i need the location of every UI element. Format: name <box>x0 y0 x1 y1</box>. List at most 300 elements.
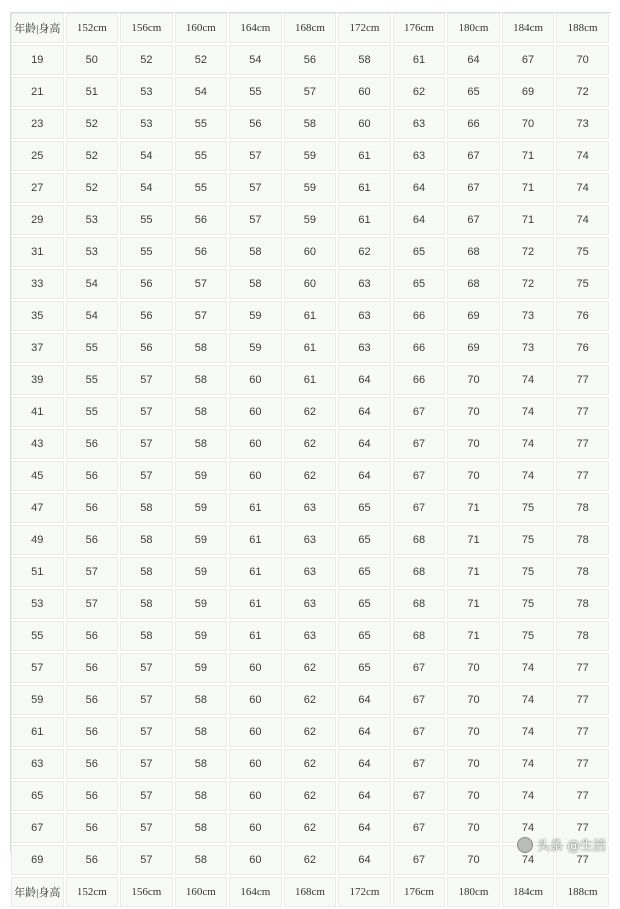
weight-cell: 59 <box>175 589 230 621</box>
age-cell: 41 <box>11 397 66 429</box>
weight-cell: 64 <box>338 781 393 813</box>
weight-cell: 57 <box>120 813 175 845</box>
weight-cell: 57 <box>66 557 121 589</box>
weight-cell: 55 <box>66 333 121 365</box>
table-row <box>11 429 611 461</box>
weight-cell: 59 <box>175 493 230 525</box>
weight-cell: 60 <box>338 109 393 141</box>
weight-cell: 74 <box>556 141 611 173</box>
height-header-cell: 168cm <box>284 877 339 909</box>
age-cell: 19 <box>11 45 66 77</box>
weight-cell: 55 <box>120 205 175 237</box>
table-row <box>11 397 611 429</box>
weight-table-container <box>10 12 611 899</box>
weight-cell: 57 <box>66 589 121 621</box>
height-header-cell: 168cm <box>284 13 339 45</box>
weight-cell: 58 <box>175 397 230 429</box>
weight-cell: 75 <box>502 621 557 653</box>
weight-cell: 62 <box>284 813 339 845</box>
weight-cell: 54 <box>66 269 121 301</box>
weight-cell: 72 <box>502 269 557 301</box>
table-row <box>11 557 611 589</box>
weight-cell: 77 <box>556 749 611 781</box>
height-header-cell: 172cm <box>338 877 393 909</box>
weight-cell: 68 <box>393 525 448 557</box>
weight-cell: 59 <box>229 301 284 333</box>
weight-cell: 74 <box>502 845 557 877</box>
weight-cell: 70 <box>447 397 502 429</box>
weight-cell: 64 <box>338 397 393 429</box>
weight-cell: 57 <box>120 429 175 461</box>
weight-cell: 63 <box>284 525 339 557</box>
weight-cell: 58 <box>175 333 230 365</box>
table-row <box>11 749 611 781</box>
height-header-cell: 180cm <box>447 877 502 909</box>
weight-cell: 54 <box>120 141 175 173</box>
weight-cell: 77 <box>556 685 611 717</box>
table-footer-row <box>11 877 611 909</box>
weight-cell: 58 <box>120 493 175 525</box>
weight-cell: 74 <box>556 173 611 205</box>
weight-cell: 60 <box>229 365 284 397</box>
weight-cell: 72 <box>502 237 557 269</box>
age-cell: 57 <box>11 653 66 685</box>
weight-cell: 68 <box>393 621 448 653</box>
weight-cell: 59 <box>175 525 230 557</box>
weight-cell: 71 <box>502 141 557 173</box>
weight-cell: 67 <box>393 813 448 845</box>
weight-cell: 65 <box>393 237 448 269</box>
weight-cell: 56 <box>66 685 121 717</box>
weight-cell: 62 <box>284 653 339 685</box>
weight-cell: 59 <box>175 461 230 493</box>
weight-cell: 70 <box>447 749 502 781</box>
weight-cell: 71 <box>447 493 502 525</box>
weight-cell: 53 <box>66 205 121 237</box>
weight-cell: 58 <box>229 237 284 269</box>
weight-cell: 60 <box>284 269 339 301</box>
table-row <box>11 333 611 365</box>
weight-cell: 54 <box>66 301 121 333</box>
age-cell: 39 <box>11 365 66 397</box>
weight-cell: 71 <box>447 525 502 557</box>
weight-cell: 78 <box>556 525 611 557</box>
weight-cell: 56 <box>120 333 175 365</box>
weight-cell: 65 <box>338 621 393 653</box>
age-height-header-cell: 年龄|身高 <box>11 877 66 909</box>
weight-cell: 57 <box>175 301 230 333</box>
weight-cell: 56 <box>175 205 230 237</box>
weight-cell: 56 <box>66 525 121 557</box>
weight-cell: 65 <box>338 589 393 621</box>
weight-cell: 55 <box>175 141 230 173</box>
age-cell: 31 <box>11 237 66 269</box>
weight-cell: 78 <box>556 589 611 621</box>
height-header-cell: 176cm <box>393 877 448 909</box>
weight-cell: 62 <box>284 749 339 781</box>
age-cell: 47 <box>11 493 66 525</box>
weight-cell: 70 <box>447 781 502 813</box>
weight-cell: 58 <box>284 109 339 141</box>
weight-cell: 61 <box>284 333 339 365</box>
weight-cell: 67 <box>393 653 448 685</box>
weight-cell: 52 <box>66 109 121 141</box>
age-cell: 25 <box>11 141 66 173</box>
weight-cell: 61 <box>229 621 284 653</box>
weight-cell: 77 <box>556 717 611 749</box>
weight-cell: 64 <box>393 205 448 237</box>
weight-cell: 52 <box>175 45 230 77</box>
weight-cell: 77 <box>556 813 611 845</box>
weight-cell: 55 <box>229 77 284 109</box>
weight-cell: 75 <box>502 557 557 589</box>
weight-cell: 57 <box>120 749 175 781</box>
weight-cell: 62 <box>284 461 339 493</box>
weight-cell: 54 <box>229 45 284 77</box>
weight-cell: 62 <box>284 781 339 813</box>
weight-cell: 67 <box>393 685 448 717</box>
height-header-cell: 188cm <box>556 13 611 45</box>
weight-cell: 55 <box>175 109 230 141</box>
weight-cell: 56 <box>284 45 339 77</box>
weight-cell: 78 <box>556 557 611 589</box>
age-cell: 23 <box>11 109 66 141</box>
weight-cell: 77 <box>556 653 611 685</box>
weight-cell: 67 <box>393 397 448 429</box>
weight-cell: 64 <box>338 365 393 397</box>
weight-cell: 70 <box>447 717 502 749</box>
weight-cell: 67 <box>502 45 557 77</box>
weight-cell: 70 <box>447 845 502 877</box>
weight-cell: 57 <box>120 365 175 397</box>
weight-cell: 67 <box>393 781 448 813</box>
table-row <box>11 589 611 621</box>
table-row <box>11 205 611 237</box>
age-cell: 65 <box>11 781 66 813</box>
weight-cell: 61 <box>338 141 393 173</box>
height-header-cell: 180cm <box>447 13 502 45</box>
table-row <box>11 301 611 333</box>
weight-cell: 56 <box>66 461 121 493</box>
weight-cell: 58 <box>120 525 175 557</box>
weight-cell: 59 <box>175 621 230 653</box>
weight-cell: 60 <box>229 685 284 717</box>
weight-cell: 52 <box>66 173 121 205</box>
age-cell: 69 <box>11 845 66 877</box>
weight-cell: 58 <box>175 845 230 877</box>
weight-cell: 58 <box>175 429 230 461</box>
watermark-text: 头条 @生活 <box>536 839 606 854</box>
weight-cell: 67 <box>393 749 448 781</box>
weight-cell: 58 <box>120 621 175 653</box>
weight-cell: 74 <box>502 717 557 749</box>
weight-cell: 77 <box>556 429 611 461</box>
weight-cell: 66 <box>447 109 502 141</box>
weight-cell: 74 <box>502 813 557 845</box>
weight-cell: 65 <box>338 653 393 685</box>
weight-cell: 77 <box>556 365 611 397</box>
weight-cell: 58 <box>175 781 230 813</box>
weight-cell: 62 <box>284 685 339 717</box>
weight-cell: 58 <box>175 685 230 717</box>
weight-cell: 68 <box>447 237 502 269</box>
weight-cell: 68 <box>447 269 502 301</box>
weight-cell: 52 <box>120 45 175 77</box>
weight-cell: 71 <box>447 557 502 589</box>
weight-cell: 64 <box>338 845 393 877</box>
weight-cell: 67 <box>447 141 502 173</box>
weight-cell: 59 <box>284 173 339 205</box>
height-header-cell: 164cm <box>229 13 284 45</box>
weight-cell: 74 <box>502 461 557 493</box>
weight-cell: 74 <box>502 749 557 781</box>
height-header-cell: 152cm <box>66 877 121 909</box>
height-header-cell: 160cm <box>175 13 230 45</box>
weight-cell: 65 <box>338 493 393 525</box>
weight-cell: 55 <box>66 365 121 397</box>
weight-cell: 61 <box>284 301 339 333</box>
age-cell: 35 <box>11 301 66 333</box>
weight-cell: 53 <box>120 77 175 109</box>
age-cell: 21 <box>11 77 66 109</box>
weight-cell: 67 <box>447 205 502 237</box>
height-header-cell: 188cm <box>556 877 611 909</box>
weight-cell: 73 <box>502 333 557 365</box>
weight-cell: 60 <box>229 429 284 461</box>
weight-cell: 75 <box>502 493 557 525</box>
weight-cell: 56 <box>120 301 175 333</box>
weight-cell: 78 <box>556 621 611 653</box>
weight-cell: 50 <box>66 45 121 77</box>
weight-cell: 70 <box>447 653 502 685</box>
weight-cell: 64 <box>338 749 393 781</box>
weight-cell: 66 <box>393 301 448 333</box>
table-row <box>11 621 611 653</box>
weight-cell: 71 <box>502 173 557 205</box>
table-row <box>11 109 611 141</box>
weight-cell: 57 <box>120 461 175 493</box>
weight-cell: 75 <box>556 237 611 269</box>
weight-cell: 57 <box>120 845 175 877</box>
weight-cell: 63 <box>284 557 339 589</box>
weight-cell: 70 <box>447 685 502 717</box>
weight-cell: 62 <box>393 77 448 109</box>
weight-cell: 66 <box>393 365 448 397</box>
weight-cell: 75 <box>502 525 557 557</box>
weight-cell: 69 <box>447 333 502 365</box>
weight-cell: 64 <box>338 685 393 717</box>
weight-cell: 62 <box>284 397 339 429</box>
weight-cell: 68 <box>393 589 448 621</box>
age-height-header-cell: 年龄|身高 <box>11 13 66 45</box>
weight-cell: 64 <box>338 429 393 461</box>
table-row <box>11 141 611 173</box>
weight-cell: 62 <box>338 237 393 269</box>
table-row <box>11 461 611 493</box>
weight-cell: 60 <box>229 845 284 877</box>
table-row <box>11 77 611 109</box>
weight-cell: 65 <box>447 77 502 109</box>
table-row <box>11 269 611 301</box>
table-header-row <box>11 13 611 45</box>
weight-cell: 54 <box>120 173 175 205</box>
weight-cell: 61 <box>229 525 284 557</box>
table-row <box>11 45 611 77</box>
weight-cell: 65 <box>338 557 393 589</box>
weight-cell: 57 <box>120 653 175 685</box>
age-cell: 43 <box>11 429 66 461</box>
weight-cell: 60 <box>229 749 284 781</box>
weight-cell: 56 <box>66 429 121 461</box>
weight-cell: 56 <box>66 717 121 749</box>
weight-cell: 70 <box>556 45 611 77</box>
weight-cell: 76 <box>556 333 611 365</box>
weight-cell: 58 <box>175 813 230 845</box>
weight-cell: 51 <box>66 77 121 109</box>
age-cell: 59 <box>11 685 66 717</box>
weight-cell: 57 <box>284 77 339 109</box>
weight-cell: 60 <box>229 461 284 493</box>
weight-cell: 77 <box>556 781 611 813</box>
weight-cell: 59 <box>284 205 339 237</box>
height-header-cell: 152cm <box>66 13 121 45</box>
weight-cell: 57 <box>120 781 175 813</box>
age-cell: 49 <box>11 525 66 557</box>
weight-cell: 61 <box>338 205 393 237</box>
weight-cell: 63 <box>393 141 448 173</box>
weight-cell: 70 <box>447 365 502 397</box>
weight-cell: 67 <box>447 173 502 205</box>
height-header-cell: 184cm <box>502 877 557 909</box>
weight-cell: 64 <box>393 173 448 205</box>
weight-cell: 61 <box>393 45 448 77</box>
watermark-logo-icon <box>517 837 533 853</box>
weight-cell: 74 <box>502 685 557 717</box>
weight-cell: 74 <box>502 397 557 429</box>
weight-cell: 63 <box>338 269 393 301</box>
weight-cell: 59 <box>175 557 230 589</box>
height-header-cell: 156cm <box>120 13 175 45</box>
weight-cell: 56 <box>66 813 121 845</box>
weight-cell: 55 <box>66 397 121 429</box>
weight-cell: 67 <box>393 429 448 461</box>
weight-cell: 71 <box>502 205 557 237</box>
weight-cell: 57 <box>229 141 284 173</box>
table-row <box>11 365 611 397</box>
weight-cell: 59 <box>175 653 230 685</box>
weight-cell: 56 <box>66 621 121 653</box>
weight-cell: 69 <box>502 77 557 109</box>
weight-cell: 60 <box>229 813 284 845</box>
table-row <box>11 237 611 269</box>
height-header-cell: 164cm <box>229 877 284 909</box>
weight-cell: 74 <box>556 205 611 237</box>
weight-cell: 60 <box>229 781 284 813</box>
weight-cell: 53 <box>120 109 175 141</box>
weight-cell: 69 <box>447 301 502 333</box>
height-header-cell: 156cm <box>120 877 175 909</box>
table-row <box>11 685 611 717</box>
table-row <box>11 173 611 205</box>
weight-cell: 57 <box>120 717 175 749</box>
weight-cell: 64 <box>338 461 393 493</box>
weight-cell: 55 <box>175 173 230 205</box>
weight-cell: 57 <box>229 205 284 237</box>
weight-cell: 74 <box>502 653 557 685</box>
weight-cell: 58 <box>229 269 284 301</box>
table-row <box>11 653 611 685</box>
weight-cell: 75 <box>556 269 611 301</box>
weight-cell: 59 <box>284 141 339 173</box>
age-cell: 55 <box>11 621 66 653</box>
height-header-cell: 176cm <box>393 13 448 45</box>
weight-cell: 77 <box>556 397 611 429</box>
watermark <box>517 835 606 854</box>
weight-cell: 60 <box>229 717 284 749</box>
height-header-cell: 172cm <box>338 13 393 45</box>
weight-cell: 56 <box>66 653 121 685</box>
weight-cell: 75 <box>502 589 557 621</box>
height-header-cell: 184cm <box>502 13 557 45</box>
age-cell: 67 <box>11 813 66 845</box>
weight-cell: 65 <box>393 269 448 301</box>
weight-cell: 58 <box>338 45 393 77</box>
weight-cell: 63 <box>284 589 339 621</box>
weight-cell: 57 <box>175 269 230 301</box>
weight-cell: 63 <box>393 109 448 141</box>
weight-cell: 63 <box>338 301 393 333</box>
weight-cell: 64 <box>447 45 502 77</box>
weight-cell: 68 <box>393 557 448 589</box>
table-row <box>11 493 611 525</box>
age-cell: 51 <box>11 557 66 589</box>
weight-cell: 74 <box>502 781 557 813</box>
weight-cell: 73 <box>556 109 611 141</box>
weight-cell: 78 <box>556 493 611 525</box>
weight-cell: 74 <box>502 429 557 461</box>
weight-cell: 55 <box>120 237 175 269</box>
weight-cell: 70 <box>502 109 557 141</box>
age-cell: 29 <box>11 205 66 237</box>
age-cell: 27 <box>11 173 66 205</box>
weight-cell: 58 <box>175 749 230 781</box>
weight-cell: 64 <box>338 813 393 845</box>
age-cell: 37 <box>11 333 66 365</box>
weight-cell: 59 <box>229 333 284 365</box>
weight-cell: 65 <box>338 525 393 557</box>
weight-cell: 57 <box>120 685 175 717</box>
weight-cell: 76 <box>556 301 611 333</box>
weight-cell: 60 <box>229 653 284 685</box>
table-row <box>11 781 611 813</box>
weight-cell: 72 <box>556 77 611 109</box>
weight-cell: 70 <box>447 461 502 493</box>
weight-cell: 61 <box>229 493 284 525</box>
weight-cell: 64 <box>338 717 393 749</box>
weight-cell: 57 <box>120 397 175 429</box>
weight-cell: 67 <box>393 845 448 877</box>
weight-cell: 56 <box>66 781 121 813</box>
weight-cell: 58 <box>120 589 175 621</box>
weight-cell: 56 <box>120 269 175 301</box>
weight-cell: 67 <box>393 717 448 749</box>
weight-cell: 70 <box>447 813 502 845</box>
table-row <box>11 717 611 749</box>
weight-cell: 67 <box>393 493 448 525</box>
weight-cell: 56 <box>229 109 284 141</box>
weight-cell: 77 <box>556 461 611 493</box>
weight-cell: 63 <box>338 333 393 365</box>
